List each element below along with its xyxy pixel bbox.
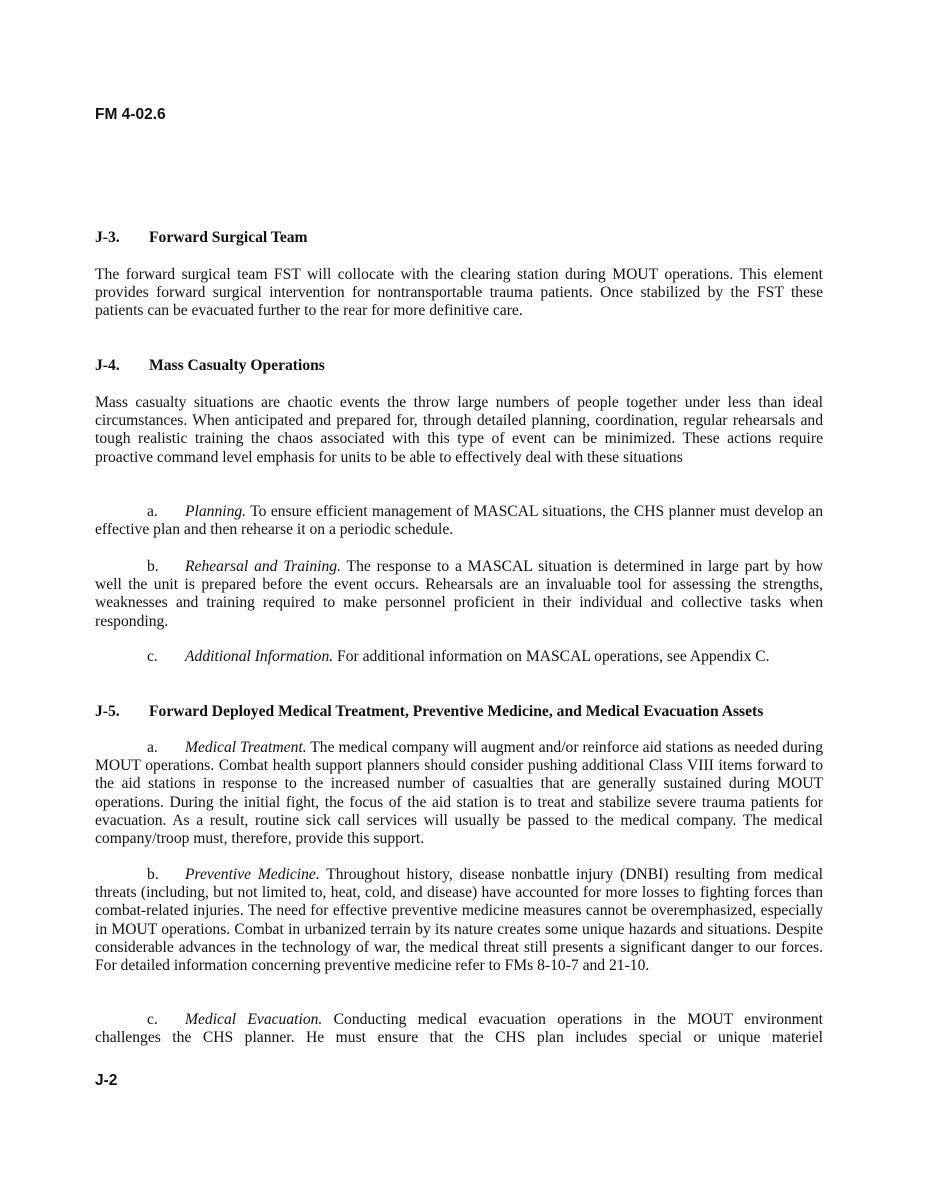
item-label: a. (147, 739, 158, 756)
section-title: Forward Surgical Team (149, 229, 308, 246)
item-title: Medical Treatment. (185, 739, 307, 756)
item-title: Planning. (185, 503, 247, 520)
item-medical-treatment (95, 739, 823, 848)
item-title: Medical Evacuation. (185, 1011, 323, 1028)
item-label: b. (147, 558, 159, 575)
item-text: To ensure efficient management of MASCAL situations, the CHS planner must develop an effective plan and then rehearse it on a periodic schedule. (95, 503, 823, 539)
section-heading-j4 (95, 357, 325, 375)
item-additional-information (95, 648, 823, 666)
section-number: J-4. (95, 357, 120, 374)
item-title: Additional Information. (185, 648, 334, 665)
item-text: Conducting medical evacuation operations in the MOUT environment challenges the CHS planner. He must ensure that the CHS plan includes special or unique materiel (95, 1011, 823, 1047)
item-title: Rehearsal and Training. (185, 558, 341, 575)
item-label: c. (147, 1011, 158, 1028)
item-label: a. (147, 503, 158, 520)
item-planning (95, 503, 823, 539)
item-title: Preventive Medicine. (185, 866, 320, 883)
item-preventive-medicine (95, 866, 823, 975)
item-text: Throughout history, disease nonbattle injury (DNBI) resulting from medical threats (including, but not limited to, heat, cold, and disease) have accounted for more losses to fighting forces than combat-related injuries. The need for effective preventive medicine measures cannot be overemphasized, especially in MOUT operations. Combat in urbanized terrain by its nature creates some unique hazards and situations. Despite considerable advances in the technology of war, the medical threat still presents a significant danger to our forces. For detailed information concerning preventive medicine refer to FMs 8-10-7 and 21-10. (95, 866, 823, 975)
section-number: J-3. (95, 229, 120, 246)
section-title: Mass Casualty Operations (149, 357, 325, 374)
item-medical-evacuation (95, 1011, 823, 1047)
paragraph-mascal: Mass casualty situations are chaotic events the throw large numbers of people together under less than ideal circumstances. When anticipated and prepared for, through detailed planning, coordination, regular rehearsals and tough realistic training the chaos associated with this type of event can be minimized. These actions require proactive command level emphasis for units to be able to effectively deal with these situations (95, 394, 823, 466)
section-heading-j5 (95, 703, 763, 721)
item-text: For additional information on MASCAL operations, see Appendix C. (333, 648, 770, 665)
page-number-footer: J-2 (95, 1072, 118, 1089)
item-label: b. (147, 866, 159, 883)
section-number: J-5. (95, 703, 120, 720)
section-heading-j3 (95, 229, 308, 247)
paragraph-fst: The forward surgical team FST will collocate with the clearing station during MOUT operations. This element provides forward surgical intervention for nontransportable trauma patients. Once stabilized by the FST these patients can be evacuated further to the rear for more definitive care. (95, 266, 823, 320)
item-label: c. (147, 648, 158, 665)
item-text: The response to a MASCAL situation is determined in large part by how well the unit is prepared before the event occurs. Rehearsals are an invaluable tool for assessing the strengths, weaknesses and training required to make personnel proficient in their individual and collective tasks when responding. (95, 558, 824, 630)
document-id-header: FM 4-02.6 (95, 106, 166, 123)
item-rehearsal-training (95, 558, 823, 631)
section-title: Forward Deployed Medical Treatment, Preventive Medicine, and Medical Evacuation Assets (149, 703, 764, 720)
item-text: The medical company will augment and/or reinforce aid stations as needed during MOUT operations. Combat health support planners should consider pushing additional Class VIII items forward to the aid stations in response to the increased number of casualties that are generally sustained during MOUT operations. During the initial fight, the focus of the aid station is to treat and stabilize severe trauma patients for evacuation. As a result, routine sick call services will usually be passed to the medical company. The medical company/troop must, therefore, provide this support. (95, 739, 824, 848)
